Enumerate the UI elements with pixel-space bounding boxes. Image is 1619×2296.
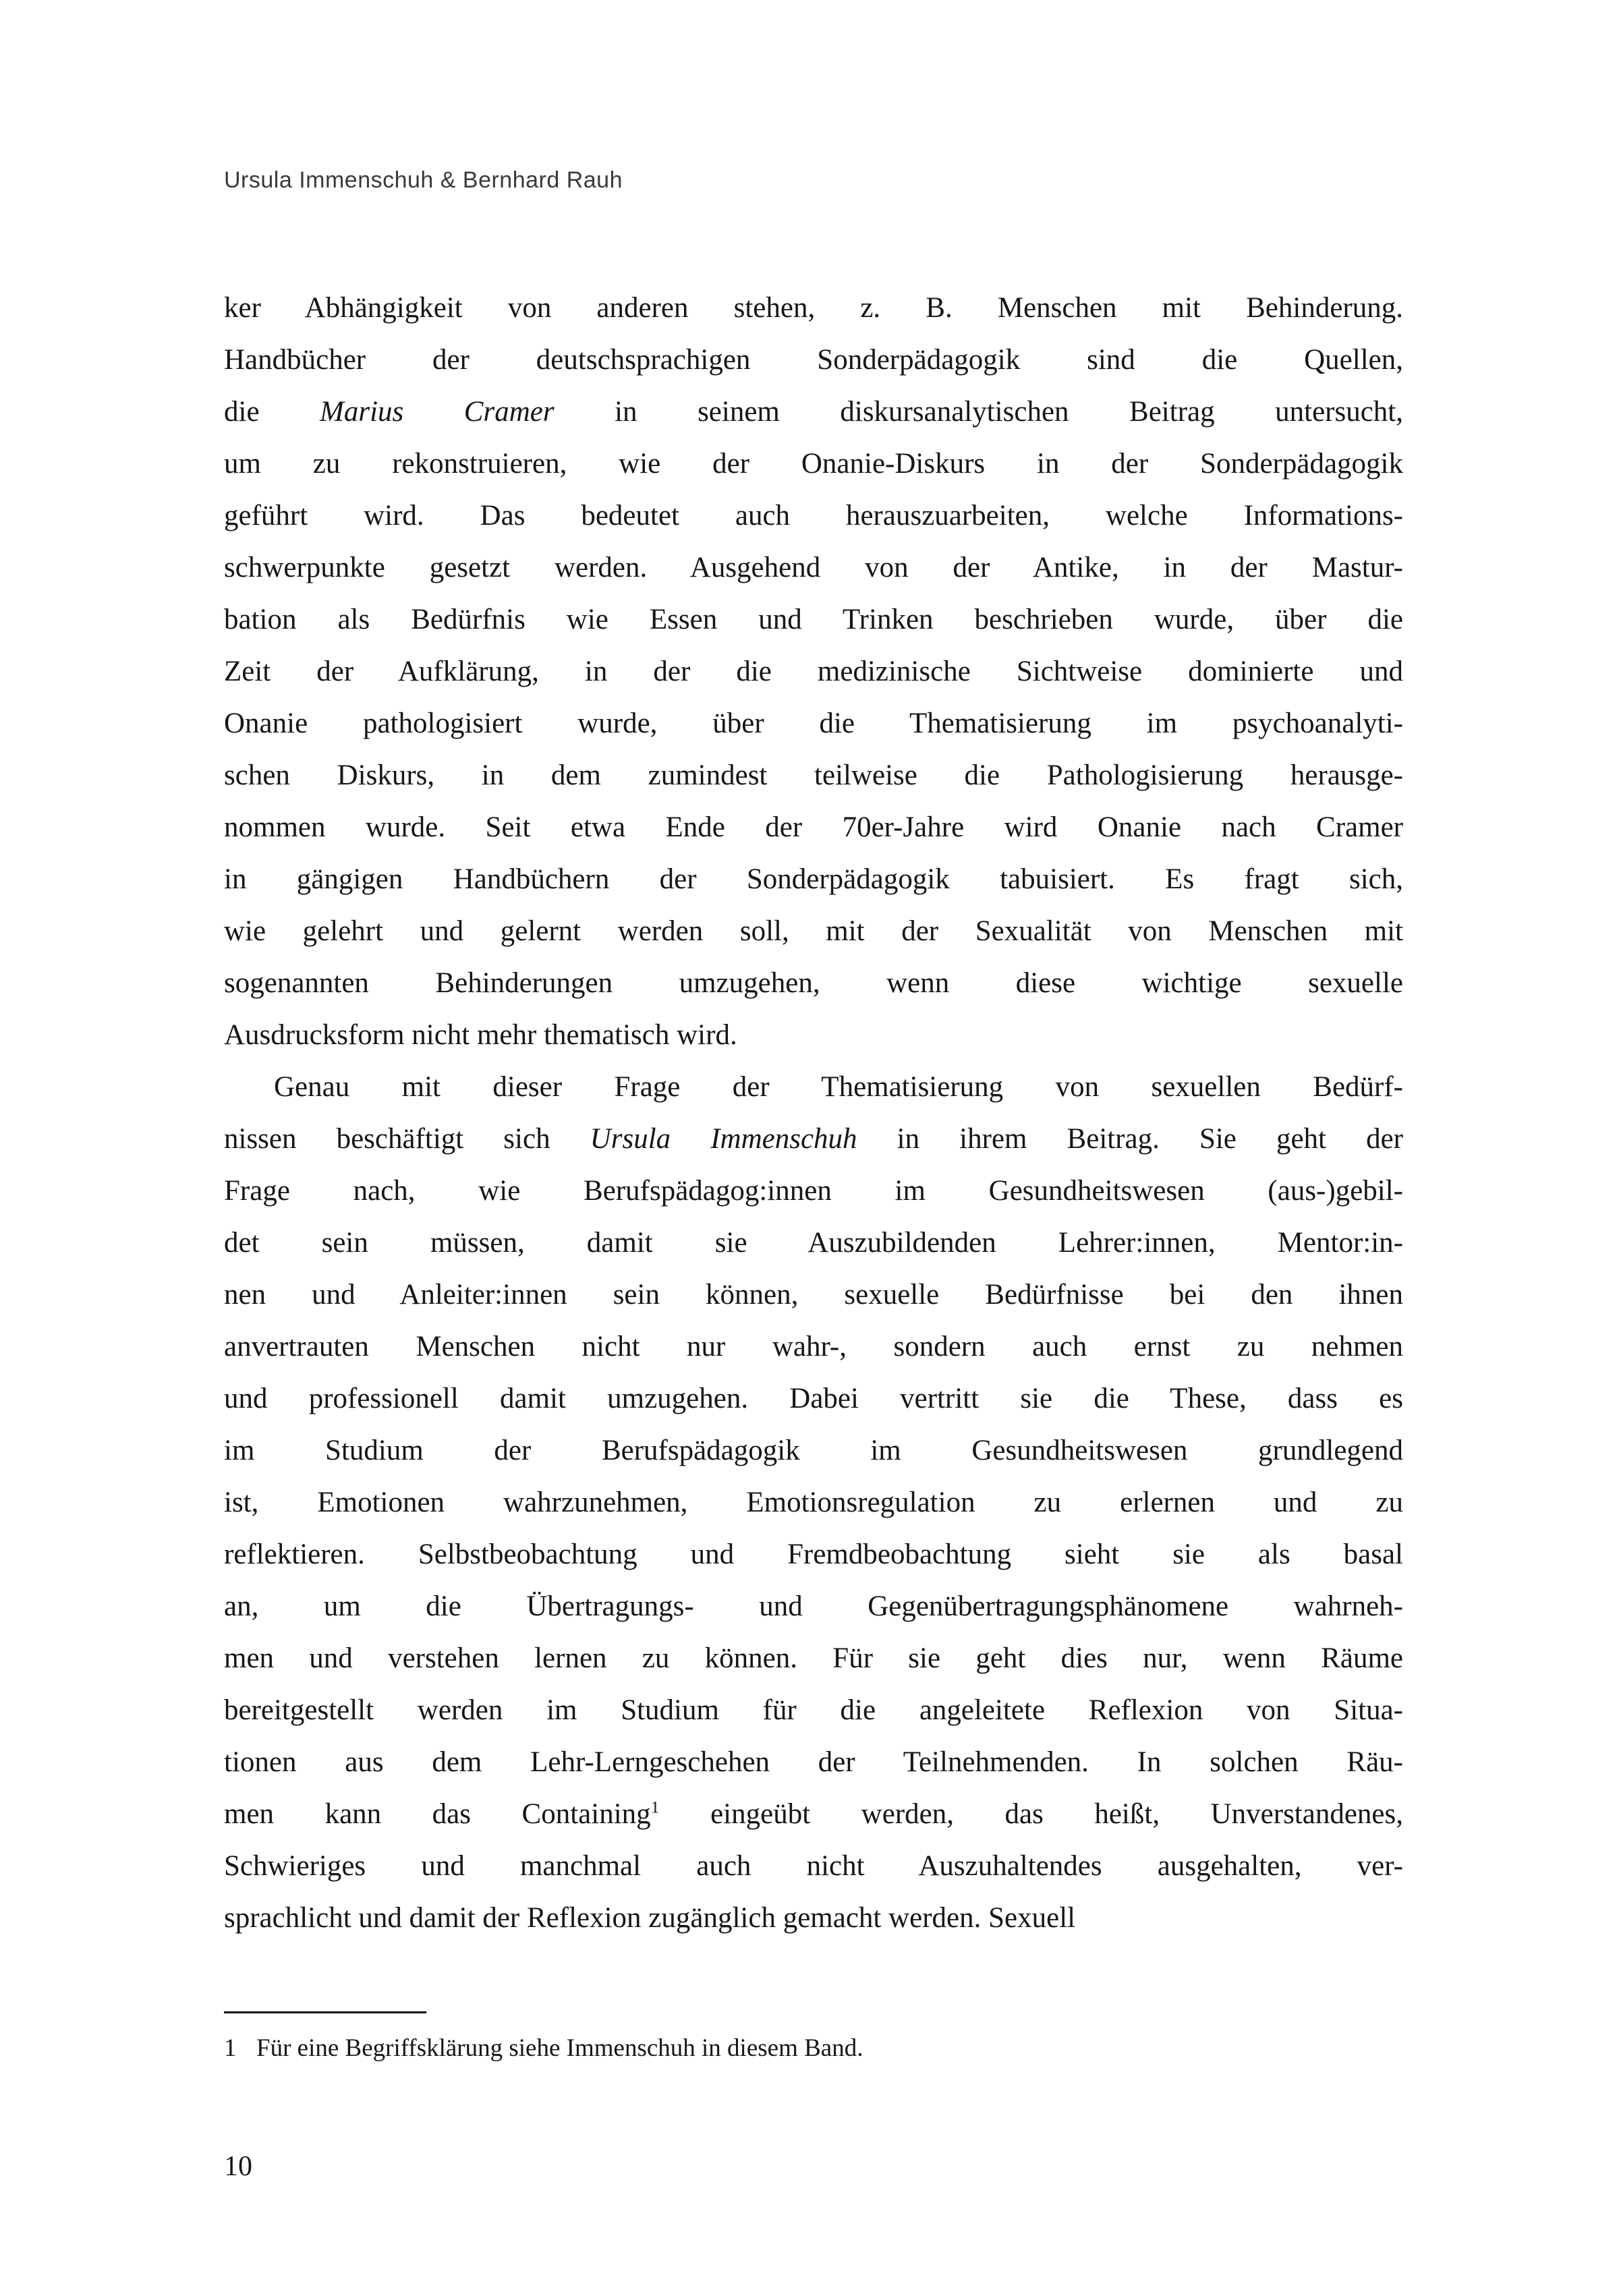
footnote (224, 2032, 1403, 2065)
text-line: Handbücher der deutschsprachigen Sonderpädagogik sind die Quellen, (224, 344, 1403, 376)
text-segment: nissen beschäftigt sich (224, 1123, 590, 1155)
text-line: Ausdrucksform nicht mehr thematisch wird. (224, 1019, 737, 1051)
footnote-separator (224, 2011, 426, 2013)
footnote-text: Für eine Begriffsklärung siehe Immenschuh in diesem Band. (256, 2034, 863, 2062)
footnote-marker: 1 (224, 2034, 237, 2062)
text-line: ker Abhängigkeit von anderen stehen, z. B. Menschen mit Behinderung. (224, 292, 1403, 324)
body-text (224, 282, 1403, 1944)
text-line: geführt wird. Das bedeutet auch herauszuarbeiten, welche Informations- (224, 500, 1403, 532)
text-line: men und verstehen lernen zu können. Für sie geht dies nur, wenn Räume (224, 1642, 1403, 1674)
text-line: det sein müssen, damit sie Auszubildenden Lehrer:innen, Mentor:in- (224, 1227, 1403, 1259)
text-line: anvertrauten Menschen nicht nur wahr-, sondern auch ernst zu nehmen (224, 1331, 1403, 1362)
text-line: bereitgestellt werden im Studium für die angeleitete Reflexion von Situa- (224, 1694, 1403, 1726)
text-line (224, 386, 1403, 438)
text-line: Frage nach, wie Berufspädagog:innen im Gesundheitswesen (aus-)gebil- (224, 1175, 1403, 1207)
page-number: 10 (224, 2151, 252, 2182)
footnote-reference: 1 (650, 1797, 660, 1817)
text-line: wie gelehrt und gelernt werden soll, mit der Sexualität von Menschen mit (224, 915, 1403, 947)
text-line: ist, Emotionen wahrzunehmen, Emotionsregulation zu erlernen und zu (224, 1487, 1403, 1518)
text-line: in gängigen Handbüchern der Sonderpädagogik tabuisiert. Es fragt sich, (224, 863, 1403, 895)
text-segment: eingeübt werden, das heißt, Unverstandenes, (659, 1798, 1403, 1830)
text-line: reflektieren. Selbstbeobachtung und Fremdbeobachtung sieht sie als basal (224, 1539, 1403, 1570)
running-header: Ursula Immenschuh & Bernhard Rauh (224, 167, 623, 193)
text-line: sogenannten Behinderungen umzugehen, wenn diese wichtige sexuelle (224, 967, 1403, 999)
text-line: an, um die Übertragungs- und Gegenübertragungsphänomene wahrneh- (224, 1590, 1403, 1622)
text-line: bation als Bedürfnis wie Essen und Trinken beschrieben wurde, über die (224, 604, 1403, 635)
text-segment: Ursula Immenschuh (590, 1123, 857, 1155)
text-line: nen und Anleiter:innen sein können, sexuelle Bedürfnisse bei den ihnen (224, 1279, 1403, 1311)
text-line: Genau mit dieser Frage der Thematisierung von sexuellen Bedürf- (274, 1071, 1403, 1103)
text-line: Schwieriges und manchmal auch nicht Auszuhaltendes ausgehalten, ver- (224, 1850, 1403, 1882)
text-line: Zeit der Aufklärung, in der die medizinische Sichtweise dominierte und (224, 656, 1403, 687)
text-segment: die (224, 396, 320, 428)
text-line: Onanie pathologisiert wurde, über die Thematisierung im psychoanalyti- (224, 708, 1403, 739)
text-line: schen Diskurs, in dem zumindest teilweise die Pathologisierung herausge- (224, 759, 1403, 791)
text-line: um zu rekonstruieren, wie der Onanie-Diskurs in der Sonderpädagogik (224, 448, 1403, 480)
text-line: und professionell damit umzugehen. Dabei vertritt sie die These, dass es (224, 1383, 1403, 1414)
text-line: nommen wurde. Seit etwa Ende der 70er-Jahre wird Onanie nach Cramer (224, 811, 1403, 843)
text-segment: Marius Cramer (320, 396, 555, 428)
text-line (224, 1113, 1403, 1165)
text-segment: in seinem diskursanalytischen Beitrag untersucht, (554, 396, 1403, 428)
text-segment: men kann das Containing (224, 1798, 651, 1830)
text-line: tionen aus dem Lehr-Lerngeschehen der Teilnehmenden. In solchen Räu- (224, 1746, 1403, 1778)
text-segment: in ihrem Beitrag. Sie geht der (857, 1123, 1403, 1155)
text-line (224, 1788, 1403, 1840)
text-line: schwerpunkte gesetzt werden. Ausgehend von der Antike, in der Mastur- (224, 552, 1403, 583)
text-line: im Studium der Berufspädagogik im Gesundheitswesen grundlegend (224, 1435, 1403, 1466)
text-line: sprachlicht und damit der Reflexion zugänglich gemacht werden. Sexuell (224, 1902, 1076, 1934)
